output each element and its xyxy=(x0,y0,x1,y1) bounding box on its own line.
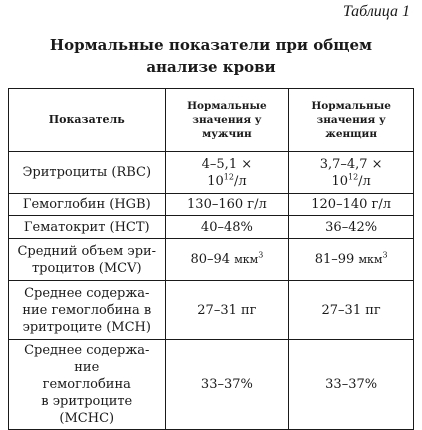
param-line: троцитов (MCV) xyxy=(31,260,142,276)
row-parameter xyxy=(9,239,166,281)
female-value xyxy=(289,239,414,281)
table-row xyxy=(9,194,414,216)
value-exponent: 12 xyxy=(223,172,234,182)
header-male xyxy=(165,89,289,152)
param-line: Средний объем эри- xyxy=(17,243,157,259)
param-line: Эритроциты (RBC) xyxy=(22,165,152,180)
header-female-line-3: женщин xyxy=(325,128,378,140)
table-row xyxy=(9,216,414,239)
param-line: в эритроците xyxy=(41,394,133,409)
header-female xyxy=(289,89,414,152)
value-unit: /л xyxy=(358,173,371,189)
param-line: ние гемоглобина в xyxy=(22,302,152,318)
param-line: Среднее содержа- xyxy=(24,343,150,358)
value-base: 10 xyxy=(331,173,348,189)
row-parameter xyxy=(9,152,166,194)
param-line: ние xyxy=(74,360,100,375)
caption-line-1: Нормальные показатели при общем xyxy=(49,36,373,54)
header-female-line-1: Нормальные xyxy=(311,100,391,112)
header-parameter: Показатель xyxy=(9,89,166,152)
female-value: 33–37% xyxy=(289,340,414,430)
header-female-line-2: значения у xyxy=(316,114,386,126)
row-parameter xyxy=(9,216,166,239)
header-male-line-2: значения у xyxy=(192,114,262,126)
value-unit: мкм xyxy=(358,253,383,266)
male-value: 27–31 пг xyxy=(165,281,289,340)
male-value xyxy=(165,152,289,194)
male-value: 33–37% xyxy=(165,340,289,430)
param-line: эритроците (MCH) xyxy=(22,319,151,335)
male-value: 130–160 г/л xyxy=(165,194,289,216)
header-male-line-3: мужчин xyxy=(202,128,252,140)
table-row xyxy=(9,152,414,194)
param-line: (MCHC) xyxy=(59,411,115,426)
table-row xyxy=(9,281,414,340)
row-parameter xyxy=(9,194,166,216)
female-value xyxy=(289,152,414,194)
female-value: 120–140 г/л xyxy=(289,194,414,216)
value-line-2 xyxy=(170,173,285,190)
value-line-2 xyxy=(293,173,409,190)
caption-line-2: анализе крови xyxy=(146,58,276,76)
value-range: 81–99 xyxy=(314,252,355,267)
value-exponent: 3 xyxy=(258,250,264,260)
female-value: 27–31 пг xyxy=(289,281,414,340)
header-male-line-1: Нормальные xyxy=(187,100,267,112)
value-unit: мкм xyxy=(234,253,259,266)
param-line: Гематокрит (HCT) xyxy=(23,219,150,235)
male-value xyxy=(165,239,289,281)
table-row xyxy=(9,340,414,430)
value-range: 80–94 xyxy=(190,252,231,267)
value-line-1: 4–5,1 × xyxy=(201,156,253,172)
value-exponent: 12 xyxy=(347,172,359,182)
param-line: Среднее содержа- xyxy=(24,285,150,301)
header-row xyxy=(9,89,414,152)
row-parameter xyxy=(9,281,166,340)
value-unit: /л xyxy=(233,173,247,189)
blood-test-table xyxy=(8,88,414,430)
female-value: 36–42% xyxy=(289,216,414,239)
table-caption xyxy=(0,34,422,78)
value-exponent: 3 xyxy=(382,250,388,260)
param-line: Гемоглобин (HGB) xyxy=(22,197,151,212)
value-line-1: 3,7–4,7 × xyxy=(319,156,383,172)
param-line: гемоглобина xyxy=(42,377,131,392)
table-number-label: Таблица 1 xyxy=(342,3,410,20)
table-row xyxy=(9,239,414,281)
value-base: 10 xyxy=(207,173,224,189)
row-parameter xyxy=(9,340,166,430)
male-value: 40–48% xyxy=(165,216,289,239)
